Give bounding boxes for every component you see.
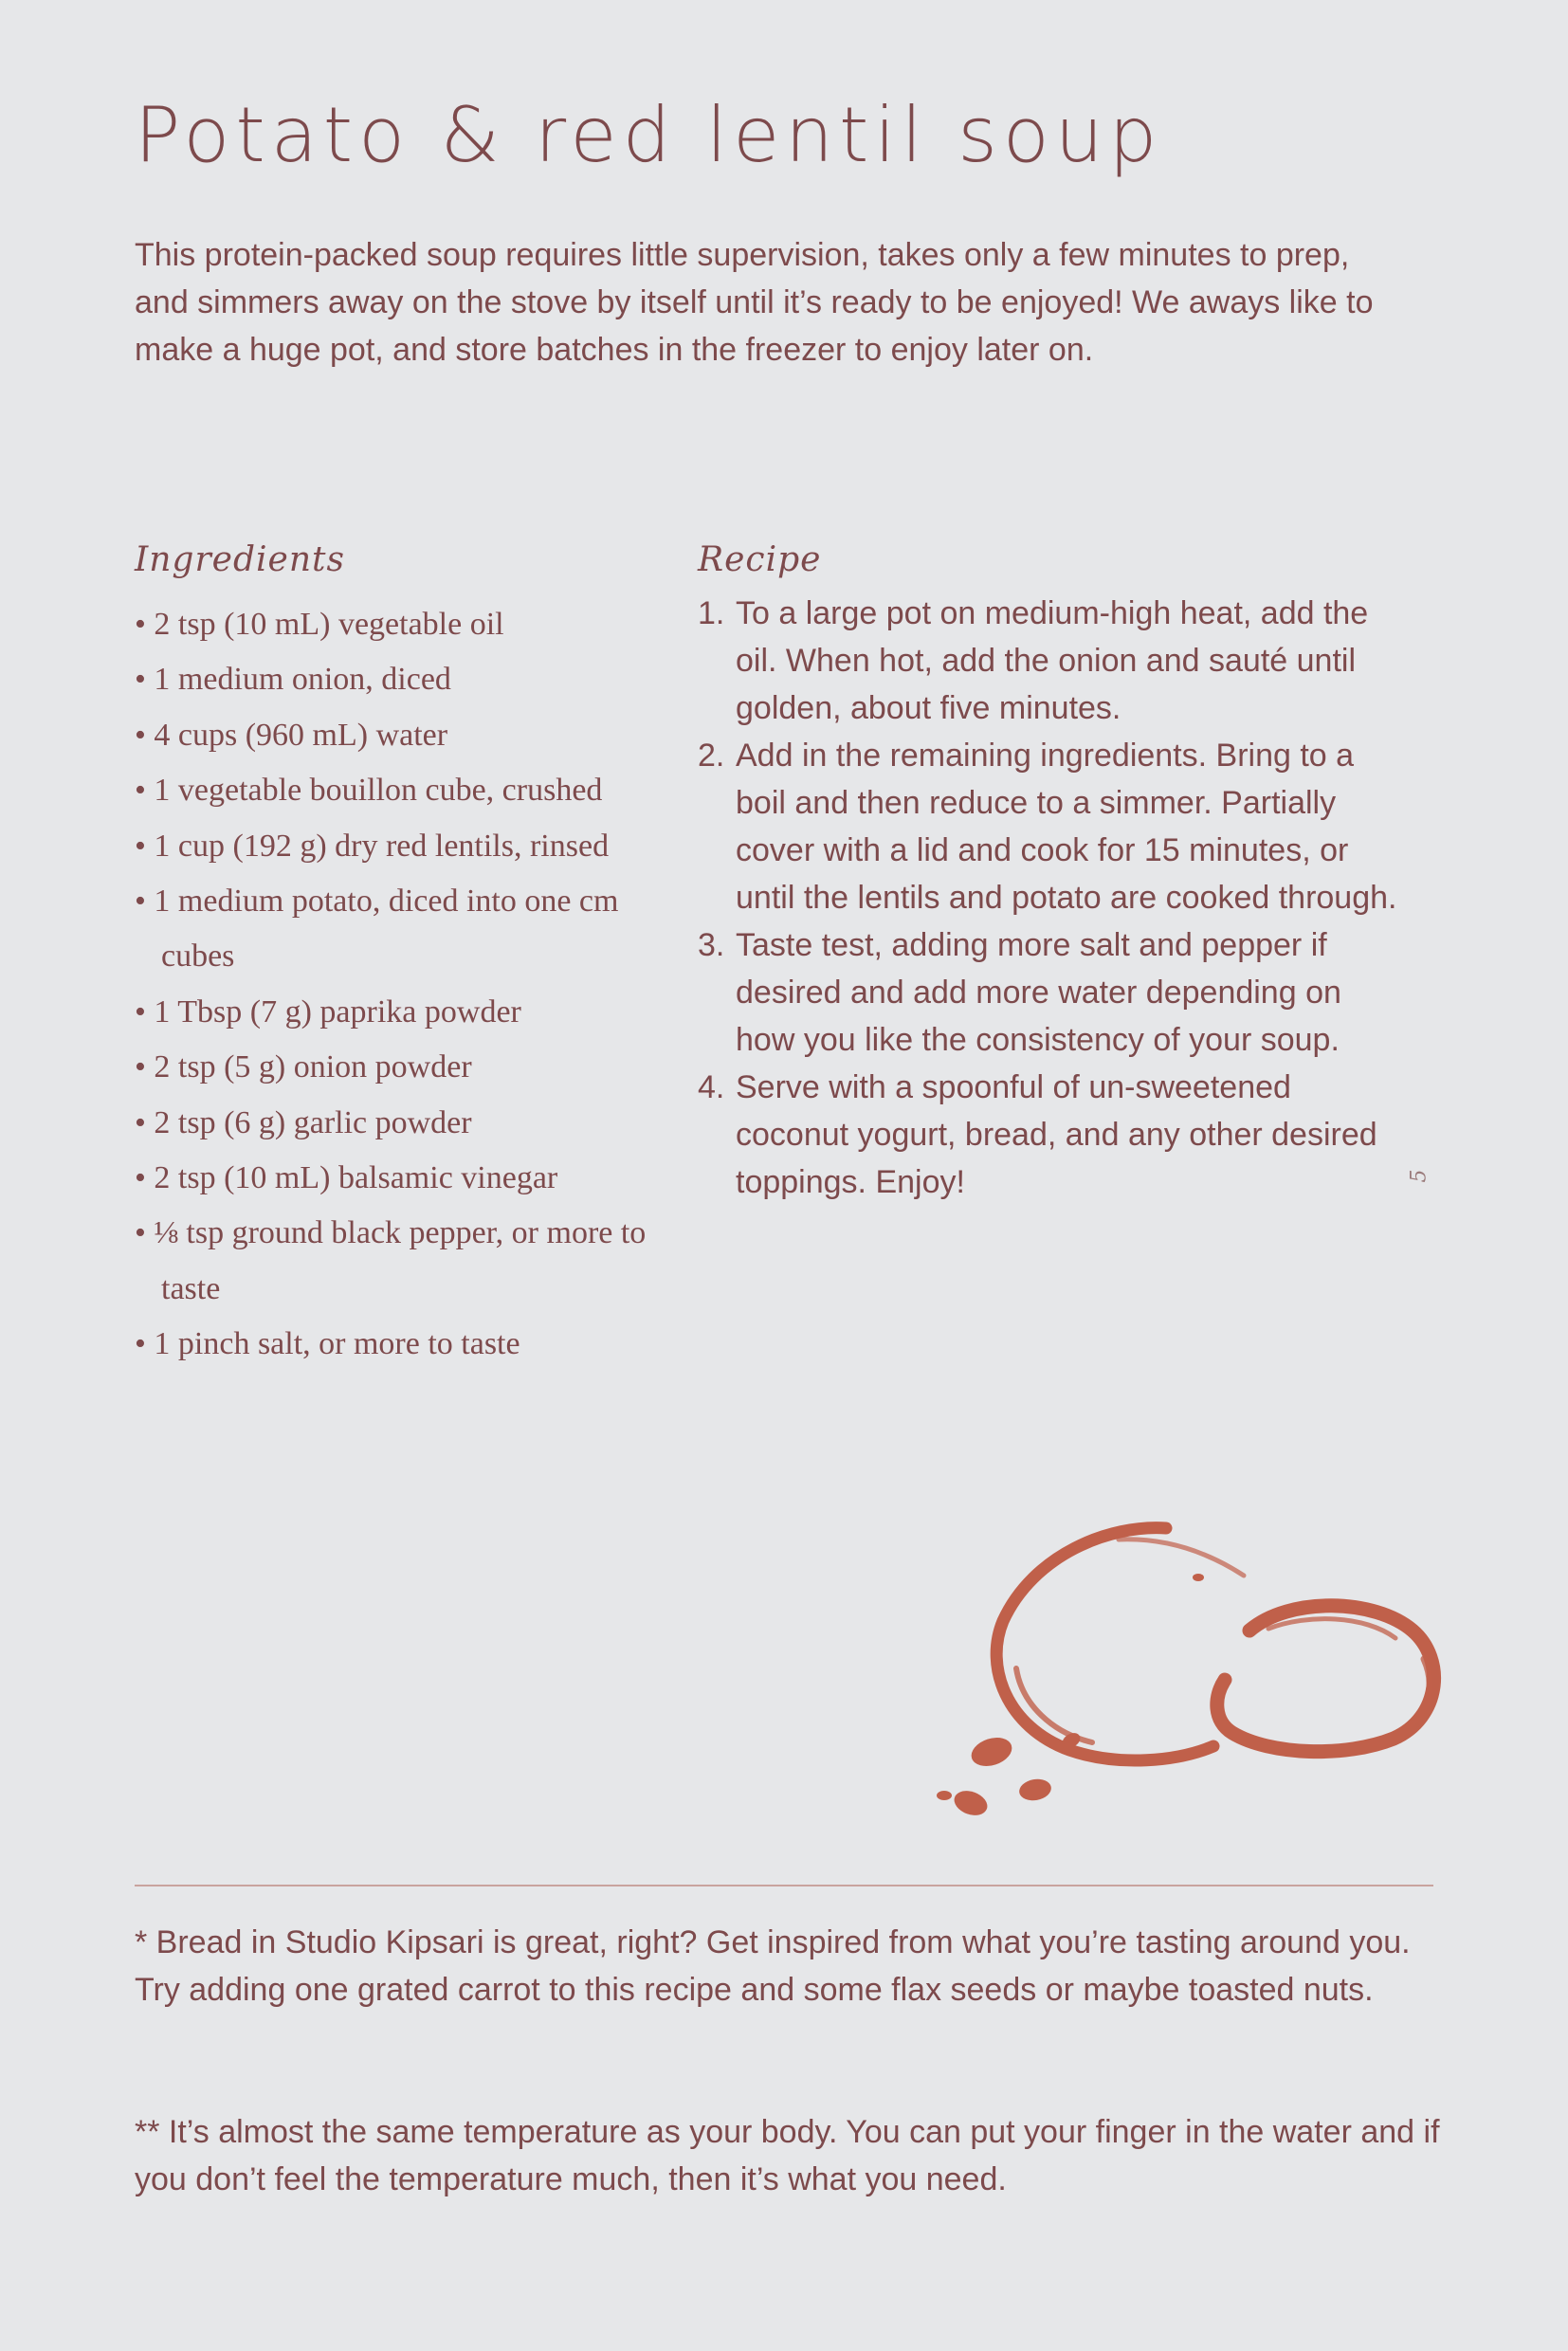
step-number: 3.: [698, 927, 725, 963]
recipe-step: [698, 732, 1399, 921]
lentil-outline: [1217, 1606, 1434, 1752]
ingredient-item: • 1 medium potato, diced into one cm cubes: [135, 874, 665, 985]
recipe-step: [698, 921, 1399, 1064]
ingredient-item: • 4 cups (960 mL) water: [135, 708, 665, 763]
ingredient-item: • 1 medium onion, diced: [135, 652, 665, 707]
ingredient-item: • 2 tsp (10 mL) vegetable oil: [135, 597, 665, 652]
bean-3: [951, 1787, 991, 1820]
ingredient-item: • 2 tsp (6 g) garlic powder: [135, 1096, 665, 1151]
step-text: Taste test, adding more salt and pepper if desired and add more water depending on how you like the consistency of your soup.: [736, 927, 1341, 1058]
bean-1: [968, 1733, 1015, 1771]
step-number: 1.: [698, 595, 725, 631]
ingredient-item: • 2 tsp (10 mL) balsamic vinegar: [135, 1151, 665, 1206]
ingredient-item: • 2 tsp (5 g) onion powder: [135, 1040, 665, 1095]
intro-paragraph: This protein-packed soup requires little supervision, takes only a few minutes to prep, and simmers away on the stove by itself until it’s ready to be enjoyed! We aways like to make a huge pot, and store batches in the freezer to enjoy later on.: [135, 237, 1374, 368]
lentil-dot: [1193, 1574, 1204, 1581]
bean-4: [937, 1791, 952, 1800]
potato-outline-top: [1119, 1540, 1244, 1576]
step-text: Add in the remaining ingredients. Bring to a boil and then reduce to a simmer. Partially cover with a lid and cook for 15 minutes, or until the lentils and potato are cooked through.: [736, 738, 1397, 916]
ingredient-item: • ⅛ tsp ground black pepper, or more to taste: [135, 1206, 665, 1317]
recipe-steps: [698, 590, 1399, 1206]
divider: [135, 1885, 1433, 1886]
ingredients-heading: Ingredients: [135, 540, 345, 579]
ingredients-list: [135, 597, 665, 1373]
step-text: To a large pot on medium-high heat, add the oil. When hot, add the onion and sauté until golden, about five minutes.: [736, 595, 1369, 726]
step-number: 4.: [698, 1069, 725, 1105]
step-text: Serve with a spoonful of un-sweetened coconut yogurt, bread, and any other desired toppings. Enjoy!: [736, 1069, 1377, 1200]
lentil-outline-inner: [1268, 1619, 1395, 1638]
ingredient-item: • 1 Tbsp (7 g) paprika powder: [135, 985, 665, 1040]
ingredient-item: • 1 pinch salt, or more to taste: [135, 1317, 665, 1372]
page-title: Potato & red lentil soup: [135, 91, 1163, 179]
recipe-step: [698, 590, 1399, 732]
potato-lentil-illustration: [929, 1517, 1460, 1839]
ingredient-item: • 1 cup (192 g) dry red lentils, rinsed: [135, 819, 665, 874]
step-number: 2.: [698, 738, 725, 774]
footnote-temperature: ** It’s almost the same temperature as your body. You can put your finger in the water and if you don’t feel the temperature much, then it’s what you need.: [135, 2114, 1440, 2197]
bean-2: [1017, 1777, 1052, 1803]
recipe-step: [698, 1064, 1399, 1206]
potato-outline: [996, 1528, 1213, 1760]
recipe-heading: Recipe: [698, 540, 822, 579]
ingredient-item: • 1 vegetable bouillon cube, crushed: [135, 763, 665, 818]
page-number: 5: [1407, 1169, 1431, 1183]
footnote-bread: * Bread in Studio Kipsari is great, right? Get inspired from what you’re tasting around you. Try adding one grated carrot to this recipe and some flax seeds or maybe toasted nuts.: [135, 1924, 1411, 2008]
